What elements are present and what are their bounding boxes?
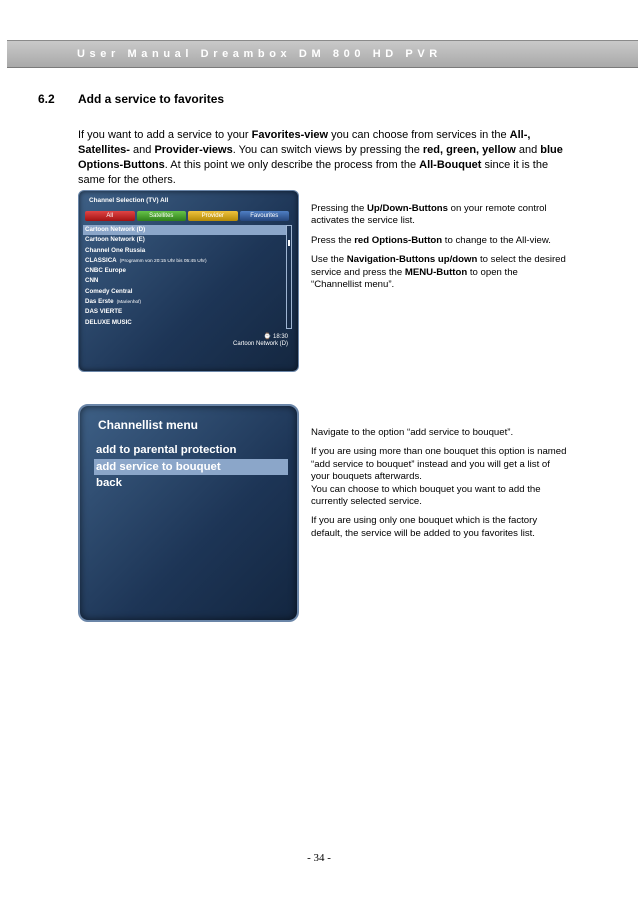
channel-list (83, 225, 286, 328)
tab-favourites[interactable]: Favourites (240, 211, 290, 221)
channel-list-item[interactable]: DELUXE MUSIC (85, 318, 132, 326)
intro-paragraph: If you want to add a service to your Favorites-view you can choose from services in the All-, Satellites- and Provider-views. You can switch views by pressing the red, green, yellow and blue Options-Buttons. At this point we only describe the process from the All-Bouquet since it is the same for the others. (78, 129, 563, 186)
channel-selection-screenshot (78, 190, 299, 372)
page-number: - 34 - (307, 852, 331, 864)
menu-item-add-service-to-bouquet[interactable]: add service to bouquet (94, 459, 288, 476)
channel-list-item[interactable]: Comedy Central (85, 287, 133, 295)
channel-list-item[interactable]: DAS VIERTE (85, 308, 123, 316)
channel-list-item[interactable]: Channel One Russia (85, 246, 146, 254)
channel-list-item[interactable]: Cartoon Network (D) (83, 225, 286, 235)
channel-list-item[interactable]: CLASSICA (Programm von 20:15 Uhr bis 05:45 Uhr) (85, 256, 207, 264)
option-tabs (85, 211, 289, 221)
scrollbar-thumb[interactable] (288, 240, 290, 246)
instruction-navigation: Use the Navigation-Buttons up/down to select the desired service and press the MENU-Button to open the “Channellist menu”. (311, 254, 566, 291)
instruction-multiple-bouquets: If you are using more than one bouquet this option is named “add service to bouquet” instead and you will get a list of your bouquets afterwards. (311, 446, 567, 483)
channel-list-item[interactable]: Cartoon Network (E) (85, 236, 145, 244)
instruction-single-bouquet: If you are using only one bouquet which is the factory default, the service will be added to you favorites list. (311, 515, 538, 539)
header-bar (7, 40, 638, 68)
tab-provider[interactable]: Provider (188, 211, 238, 221)
instruction-choose-bouquet: You can choose to which bouquet you want to add the currently selected service. (311, 483, 541, 508)
channellist-menu-list (94, 442, 288, 492)
tab-satellites[interactable]: Satellites (137, 211, 187, 221)
channel-list-item[interactable]: Das Erste (Marienhof) (85, 298, 142, 306)
instructions-block-1 (311, 203, 571, 298)
clock-time: ⌚ 18:30 (263, 334, 288, 340)
section-number: 6.2 (38, 92, 55, 106)
tab-all[interactable]: All (85, 211, 135, 221)
instruction-up-down: Pressing the Up/Down-Buttons on your remote control activates the service list. (311, 203, 547, 227)
channel-list-scrollbar[interactable] (286, 225, 292, 329)
channellist-menu-screenshot (78, 404, 299, 622)
current-service: Cartoon Network (D) (232, 341, 288, 347)
channellist-menu-title: Channellist menu (98, 418, 199, 432)
channel-list-item[interactable]: CNN (85, 277, 99, 285)
channel-selection-title: Channel Selection (TV) All (89, 197, 169, 204)
channel-list-item[interactable]: CNBC Europe (85, 267, 126, 275)
menu-item-back[interactable]: back (96, 477, 122, 489)
header-title: User Manual Dreambox DM 800 HD PVR (77, 48, 442, 60)
instruction-navigate-option: Navigate to the option “add service to bouquet”. (311, 427, 514, 438)
section-title: Add a service to favorites (78, 92, 225, 106)
menu-item-add-parental-protection[interactable]: add to parental protection (96, 444, 237, 456)
instructions-block-2 (311, 427, 571, 547)
instruction-red-button: Press the red Options-Button to change to the All-view. (311, 234, 551, 246)
